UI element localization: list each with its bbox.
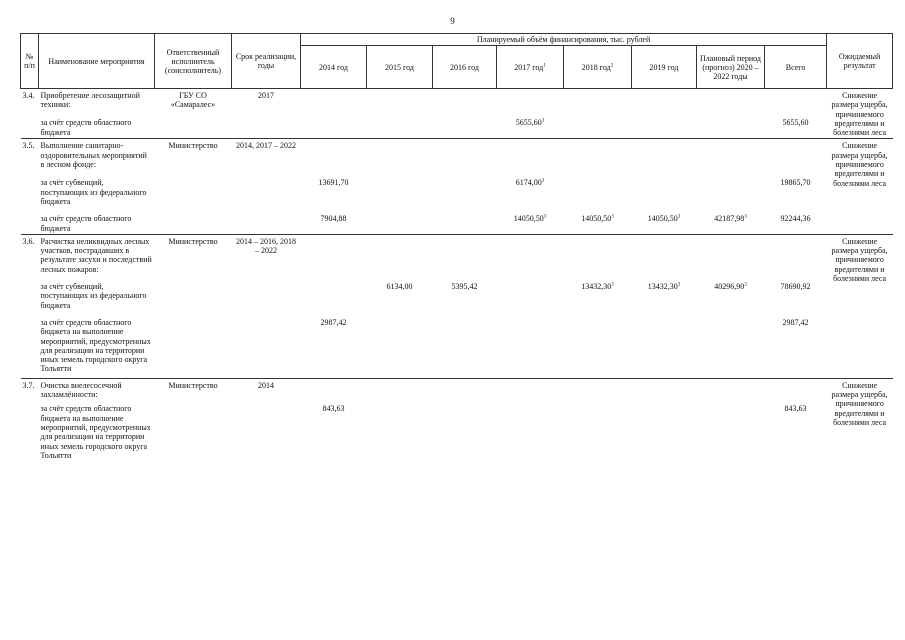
row-num: 3.4. [22, 91, 35, 100]
cell-2016: 5395,42 [451, 282, 478, 292]
cell-2019: 14050,50$^3$ [647, 214, 681, 224]
row-executor: Министерство [168, 141, 218, 151]
funding-line [21, 400, 893, 461]
row-num: 3.7. [22, 380, 35, 390]
header-2014: 2014 год [301, 46, 367, 89]
table-row [21, 139, 893, 170]
cell-2017: 5655,60$^3$ [515, 118, 545, 128]
funding-line [21, 275, 893, 311]
cell-total: 843,63 [784, 404, 807, 414]
table-row [21, 234, 893, 275]
cell-2014: 2987,42 [320, 317, 347, 327]
cell-total: 78690,92 [780, 282, 811, 292]
cell-total: 19865,70 [780, 178, 811, 188]
cell-2019: 13432,30$^3$ [647, 282, 681, 292]
row-executor: ГБУ СО «Самаралес» [170, 91, 216, 110]
row-title: Очистка внелесосечной захламлённости: [40, 380, 122, 400]
funding-line [21, 207, 893, 234]
header-plan-period: Плановый период (прогноз) 2020 – 2022 годы [697, 46, 765, 89]
header-2019: 2019 год [632, 46, 697, 89]
row-result: Снижение размера ущерба, причиняемого вредителями и болезнями леса [831, 380, 888, 427]
table-body [21, 89, 893, 462]
header-2017: 2017 год$^1$ [497, 46, 564, 89]
cell-2018: 13432,30$^3$ [581, 282, 614, 292]
cell-total: 5655,60 [782, 118, 809, 128]
header-period: Срок реализации, годы [232, 34, 301, 89]
cell-2018: 14050,50$^3$ [581, 214, 614, 224]
row-period: 2014 [258, 380, 274, 390]
header-result: Ожидаемый результат [827, 34, 893, 89]
cell-plan: 42187,98$^3$ [714, 214, 747, 224]
row-result: Снижение размера ущерба, причиняемого вредителями и болезнями леса [831, 236, 888, 284]
row-title: Расчистка неликвидных лесных участков, пострадавших в результате засухи и последствий лесных пожаров: [40, 236, 152, 274]
row-period: 2014 – 2016, 2018 – 2022 [236, 236, 296, 256]
funding-line-label: за счёт средств областного бюджета на выполнение мероприятий, предусмотренных для реализации на территории иных земель городского округа Тольятти [40, 317, 151, 374]
funding-line-label: за счёт субвенций, поступающих из федерального бюджета [40, 178, 147, 206]
row-num: 3.5. [22, 141, 35, 151]
row-executor: Министерство [168, 380, 218, 390]
cell-2014: 13691,70 [318, 178, 349, 188]
table-row [21, 378, 893, 400]
cell-2017: 6174,00$^3$ [515, 178, 545, 188]
cell-total: 92244,36 [780, 214, 811, 224]
header-2018: 2018 год$^2$ [564, 46, 632, 89]
cell-2014: 843,63 [322, 404, 345, 414]
funding-line-label: за счёт средств областного бюджета [40, 214, 132, 233]
row-title: Выполнение санитарно-оздоровительных мероприятий в лесном фонде: [40, 141, 147, 170]
cell-2015: 6134,00 [386, 282, 413, 292]
header-2015: 2015 год [367, 46, 433, 89]
cell-2014: 7904,88 [320, 214, 347, 224]
row-period: 2017 [258, 91, 274, 100]
row-result: Снижение размера ущерба, причиняемого вредителями и болезнями леса [831, 91, 888, 138]
header-2016: 2016 год [433, 46, 497, 89]
row-title: Приобретение лесозащитной техники: [40, 91, 140, 110]
header-total: Всего [765, 46, 827, 89]
funding-line-label: за счёт субвенций, поступающих из федерального бюджета [40, 282, 147, 310]
funding-line-label: за счёт средств областного бюджета [40, 118, 132, 137]
funding-line [21, 117, 893, 138]
row-executor: Министерство [168, 236, 218, 246]
cell-2017: 14050,50$^3$ [513, 214, 547, 224]
page-number: 9 [450, 16, 455, 26]
cell-plan: 40296,90$^3$ [714, 282, 747, 292]
header-funding-group: Планируемый объём финансирования, тыс. рублей [301, 34, 827, 46]
header-name: Наименование мероприятия [39, 34, 155, 89]
header-num: № п/п [21, 34, 39, 89]
funding-line [21, 311, 893, 378]
row-period: 2014, 2017 – 2022 [236, 141, 296, 151]
table-row [21, 89, 893, 112]
cell-total: 2987,42 [782, 317, 809, 327]
row-num: 3.6. [22, 236, 35, 246]
funding-line-label: за счёт средств областного бюджета на выполнение мероприятий, предусмотренных для реализации на территории иных земель городского округа Тольятти [40, 404, 151, 460]
financing-table [20, 33, 893, 461]
row-result: Снижение размера ущерба, причиняемого вредителями и болезнями леса [831, 141, 888, 188]
funding-line [21, 170, 893, 207]
header-executor: Ответственный исполнитель (соисполнитель) [155, 34, 232, 89]
